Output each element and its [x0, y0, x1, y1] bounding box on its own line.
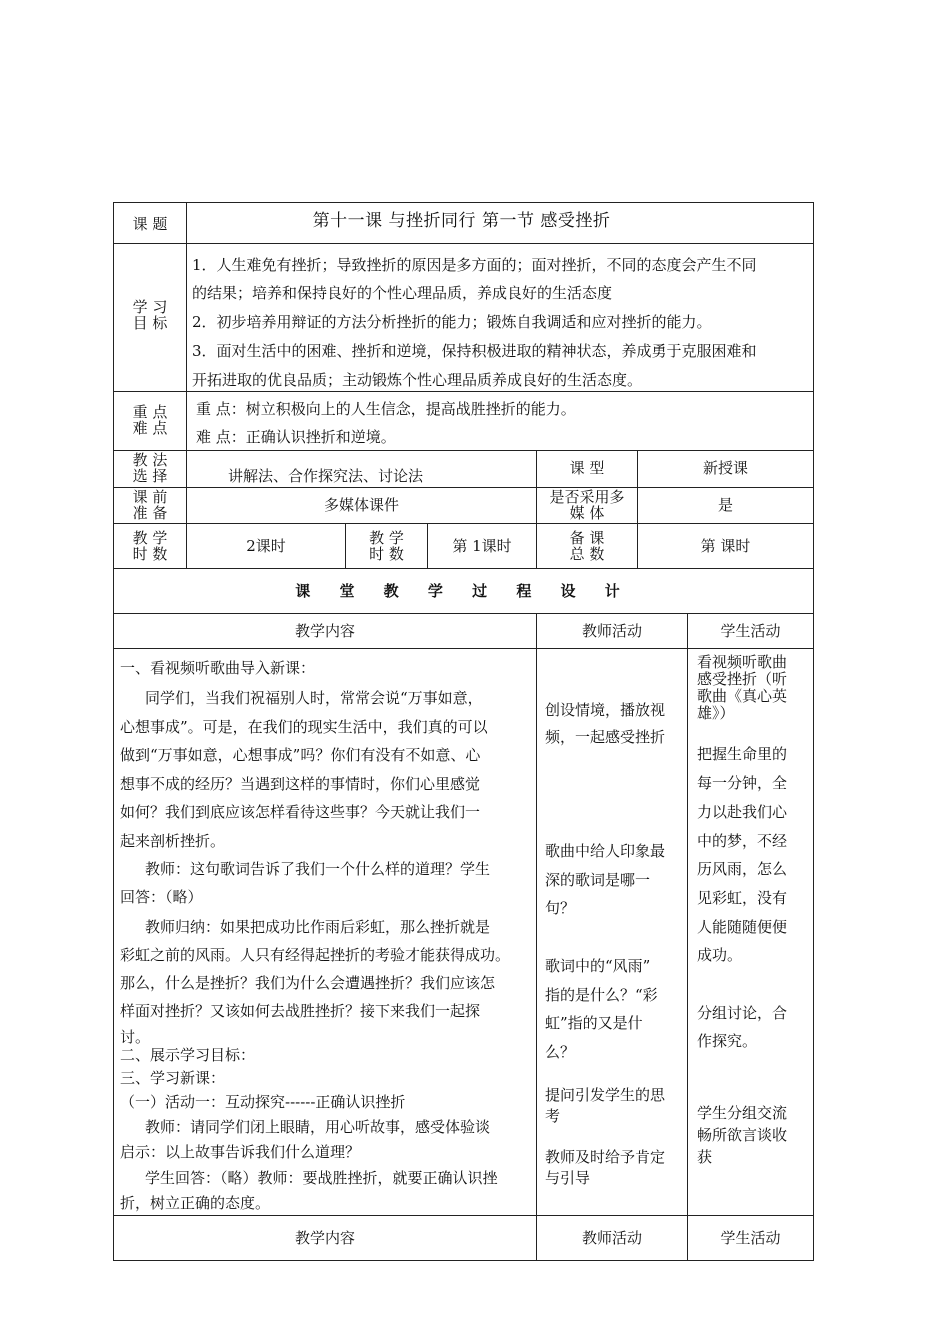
content-line: 教师：请同学们闭上眼睛，用心听故事，感受体验谈	[145, 1118, 491, 1136]
content-line: 讨。	[120, 1028, 151, 1046]
col-header-content: 教学内容	[294, 622, 355, 640]
content-line: 教师：这句歌词告诉了我们一个什么样的道理？学生	[145, 860, 491, 878]
label-hours-b-line1: 教 学	[369, 529, 404, 547]
teacher-line: 歌曲中给人印象最	[545, 842, 666, 860]
student-line: 分组讨论，合	[697, 1004, 788, 1022]
student-line: 每一分钟，全	[697, 774, 788, 792]
content-line: 三、学习新课：	[120, 1069, 226, 1087]
teacher-line: 创设情境，播放视	[545, 701, 666, 719]
label-total-line2: 总 数	[569, 545, 605, 563]
student-line: 获	[697, 1148, 713, 1166]
label-key-line1: 重 点	[132, 403, 168, 421]
content-line: 样面对挫折？又该如何去战胜挫折？接下来我们一起探	[120, 1002, 481, 1020]
lesson-title: 第十一课 与挫折同行 第一节 感受挫折	[312, 211, 611, 231]
student-line: 歌曲《真心英	[697, 687, 788, 705]
hours-value: 2课时	[246, 537, 286, 555]
label-media-line2: 媒 体	[569, 504, 605, 522]
label-hours-line1: 教 学	[132, 529, 168, 547]
teacher-line: 句？	[545, 899, 576, 917]
content-line: 教师归纳：如果把成功比作雨后彩虹，那么挫折就是	[145, 918, 491, 936]
label-type: 课 型	[569, 459, 605, 477]
method-value: 讲解法、合作探究法、讨论法	[228, 467, 424, 485]
teacher-line: 歌词中的“风雨”	[545, 957, 651, 975]
label-method-line1: 教 法	[132, 451, 168, 469]
student-line: 把握生命里的	[697, 745, 788, 763]
student-line: 力以赴我们心	[697, 803, 788, 821]
label-key-line2: 难 点	[132, 419, 168, 437]
content-line: 回答：（略）	[120, 888, 203, 906]
col-header-student: 学生活动	[720, 622, 781, 640]
student-line: 看视频听歌曲	[697, 653, 788, 671]
teacher-line: 考	[545, 1107, 561, 1125]
student-line: 历风雨，怎么	[697, 860, 788, 878]
footer-col-content: 教学内容	[294, 1229, 355, 1247]
student-line: 成功。	[697, 946, 743, 964]
content-line: 心想事成”。可是，在我们的现实生活中，我们真的可以	[120, 718, 488, 736]
student-line: 人能随随便便	[697, 918, 788, 936]
teacher-line: 教师及时给予肯定	[545, 1148, 666, 1166]
goal-line: 的结果；培养和保持良好的个性心理品质，养成良好的生活态度	[192, 284, 613, 302]
content-line: 一、看视频听歌曲导入新课：	[120, 659, 316, 677]
prep-value: 多媒体课件	[323, 496, 399, 514]
student-line: 畅所欲言谈收	[697, 1126, 788, 1144]
content-line: 做到“万事如意，心想事成”吗？你们有没有不如意、心	[120, 746, 481, 764]
student-line: 作探究。	[697, 1032, 758, 1050]
difficult-point: 难 点：正确认识挫折和逆境。	[196, 428, 396, 446]
label-topic: 课 题	[132, 215, 168, 233]
label-goal-line1: 学 习	[132, 298, 168, 316]
teacher-line: 提问引发学生的思	[545, 1086, 666, 1104]
content-line: 那么，什么是挫折？我们为什么会遭遇挫折？我们应该怎	[120, 974, 496, 992]
label-method-line2: 选 择	[132, 467, 168, 485]
teacher-line: 虹”指的又是什	[545, 1014, 643, 1032]
student-line: 学生分组交流	[697, 1104, 788, 1122]
process-title: 课 堂 教 学 过 程 设 计	[295, 582, 632, 600]
content-line: 折，树立正确的态度。	[120, 1194, 271, 1212]
teacher-line: 频，一起感受挫折	[545, 728, 666, 746]
label-prep-line1: 课 前	[132, 488, 168, 506]
student-line: 见彩虹，没有	[697, 889, 788, 907]
teacher-line: 与引导	[545, 1169, 591, 1187]
goal-line: 2．初步培养用辩证的方法分析挫折的能力；锻炼自我调适和应对挫折的能力。	[192, 313, 712, 331]
label-prep-line2: 准 备	[132, 504, 168, 522]
content-line: 同学们，当我们祝福别人时，常常会说“万事如意，	[145, 689, 483, 707]
goal-line: 1．人生难免有挫折；导致挫折的原因是多方面的；面对挫折，不同的态度会产生不同	[192, 256, 757, 274]
goal-line: 开拓进取的优良品质；主动锻炼个性心理品质养成良好的生活态度。	[192, 371, 643, 389]
footer-col-teacher: 教师活动	[581, 1229, 642, 1247]
total-value: 第 课时	[700, 537, 751, 555]
hours-b-value: 第 1课时	[452, 537, 512, 555]
content-line: 启示：以上故事告诉我们什么道理？	[120, 1143, 361, 1161]
label-media-line1: 是否采用多	[549, 488, 625, 506]
footer-col-student: 学生活动	[720, 1229, 781, 1247]
goal-line: 3．面对生活中的困难、挫折和逆境，保持积极进取的精神状态，养成勇于克服困难和	[192, 342, 757, 360]
col-header-teacher: 教师活动	[581, 622, 642, 640]
student-line: 雄》）	[697, 704, 735, 722]
media-value: 是	[717, 496, 733, 514]
student-line: 中的梦，不经	[697, 832, 788, 850]
student-line: 感受挫折（听	[697, 670, 788, 688]
content-line: 学生回答：（略）教师：要战胜挫折，就要正确认识挫	[145, 1169, 498, 1187]
type-value: 新授课	[702, 459, 748, 477]
teacher-line: 指的是什么？“彩	[545, 986, 658, 1004]
content-line: 二、展示学习目标：	[120, 1046, 256, 1064]
teacher-line: 深的歌词是哪一	[545, 871, 651, 889]
content-line: 如何？我们到底应该怎样看待这些事？今天就让我们一	[120, 803, 481, 821]
teacher-line: 么？	[545, 1043, 576, 1061]
content-line: 彩虹之前的风雨。人只有经得起挫折的考验才能获得成功。	[120, 946, 511, 964]
content-line: 起来剖析挫折。	[120, 832, 226, 850]
label-total-line1: 备 课	[569, 529, 605, 547]
content-line: （一）活动一：互动探究------正确认识挫折	[120, 1093, 406, 1111]
label-hours-b-line2: 时 数	[369, 545, 404, 563]
label-goal-line2: 目 标	[132, 314, 168, 332]
content-line: 想事不成的经历？当遇到这样的事情时，你们心里感觉	[120, 775, 481, 793]
key-point: 重 点：树立积极向上的人生信念，提高战胜挫折的能力。	[196, 400, 576, 418]
label-hours-line2: 时 数	[132, 545, 168, 563]
